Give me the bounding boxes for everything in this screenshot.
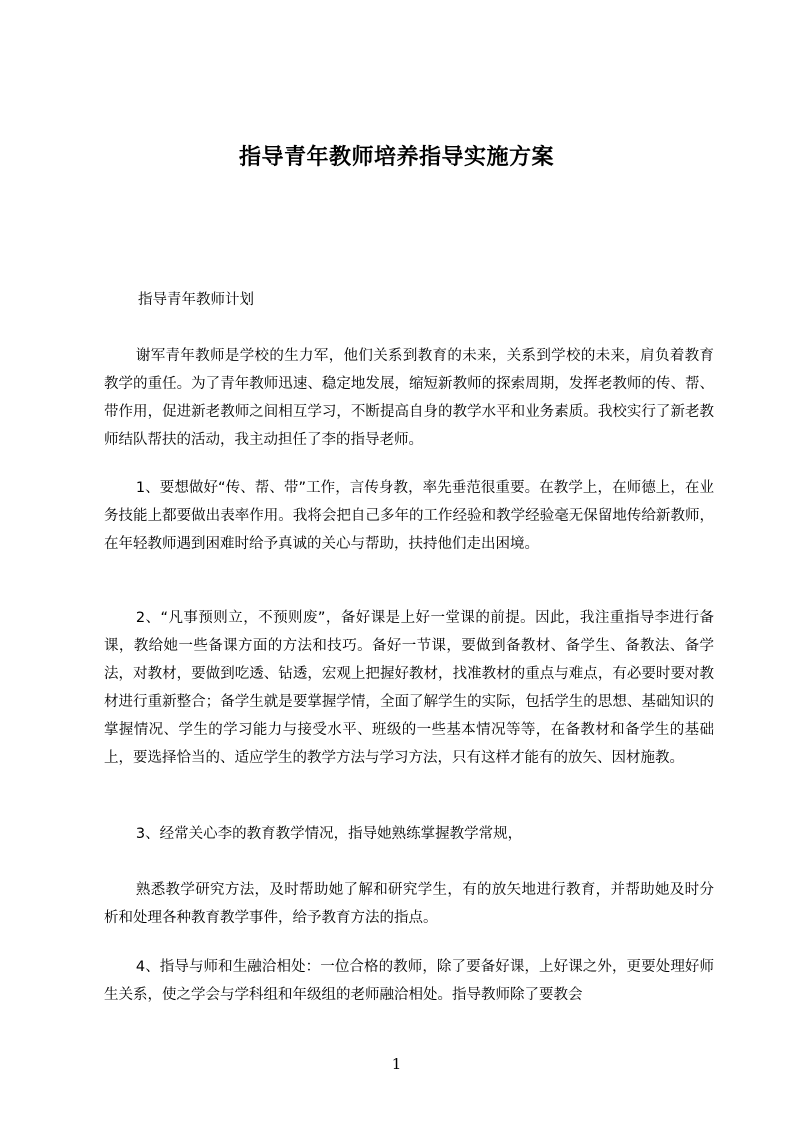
paragraph-item-4: 4、指导与师和生融洽相处：一位合格的教师，除了要备好课，上好课之外，更要处理好师生关系，使之学会与学科组和年级组的老师融洽相处。指导教师除了要教会 [104, 959, 714, 1003]
section-heading: 指导青年教师计划 [138, 292, 254, 308]
document-title: 指导青年教师培养指导实施方案 [238, 145, 554, 170]
paragraph-item-2: 2、“凡事预则立，不预则废”，备好课是上好一堂课的前提。因此，我注重指导李进行备课，教给她一些备课方面的方法和技巧。备好一节课，要做到备教材、备学生、备教法、备学法，对教材，要做到吃透、钻透，宏观上把握好教材，找准教材的重点与难点，有必要时要对教材进行重新整合；备学生就是要掌握学情，全面了解学生的实际，包括学生的思想、基础知识的掌握情况、学生的学习能力与接受水平、班级的一些基本情况等等，在备教材和备学生的基础上，要选择恰当的、适应学生的教学方法与学习方法，只有这样才能有的放矢、因材施教。 [104, 610, 714, 766]
paragraph-intro: 谢军青年教师是学校的生力军，他们关系到教育的未来，关系到学校的未来，肩负着教育教学的重任。为了青年教师迅速、稳定地发展，缩短新教师的探索周期，发挥老教师的传、帮、带作用，促进新老教师之间相互学习，不断提高自身的教学水平和业务素质。我校实行了新老教师结队帮扶的活动，我主动担任了李的指导老师。 [104, 348, 714, 448]
page-number: 1 [391, 1055, 402, 1073]
paragraph-item-1: 1、要想做好“传、帮、带”工作，言传身教，率先垂范很重要。在教学上，在师德上，在业务技能上都要做出表率作用。我将会把自己多年的工作经验和教学经验毫无保留地传给新教师，在年轻教师遇到困难时给予真诚的关心与帮助，扶持他们走出困境。 [104, 480, 714, 552]
paragraph-item-3: 3、经常关心李的教育教学情况，指导她熟练掌握教学常规， [135, 826, 523, 842]
paragraph-item-3-continued: 熟悉教学研究方法，及时帮助她了解和研究学生，有的放矢地进行教育，并帮助她及时分析和处理各种教育教学事件，给予教育方法的指点。 [104, 882, 714, 926]
